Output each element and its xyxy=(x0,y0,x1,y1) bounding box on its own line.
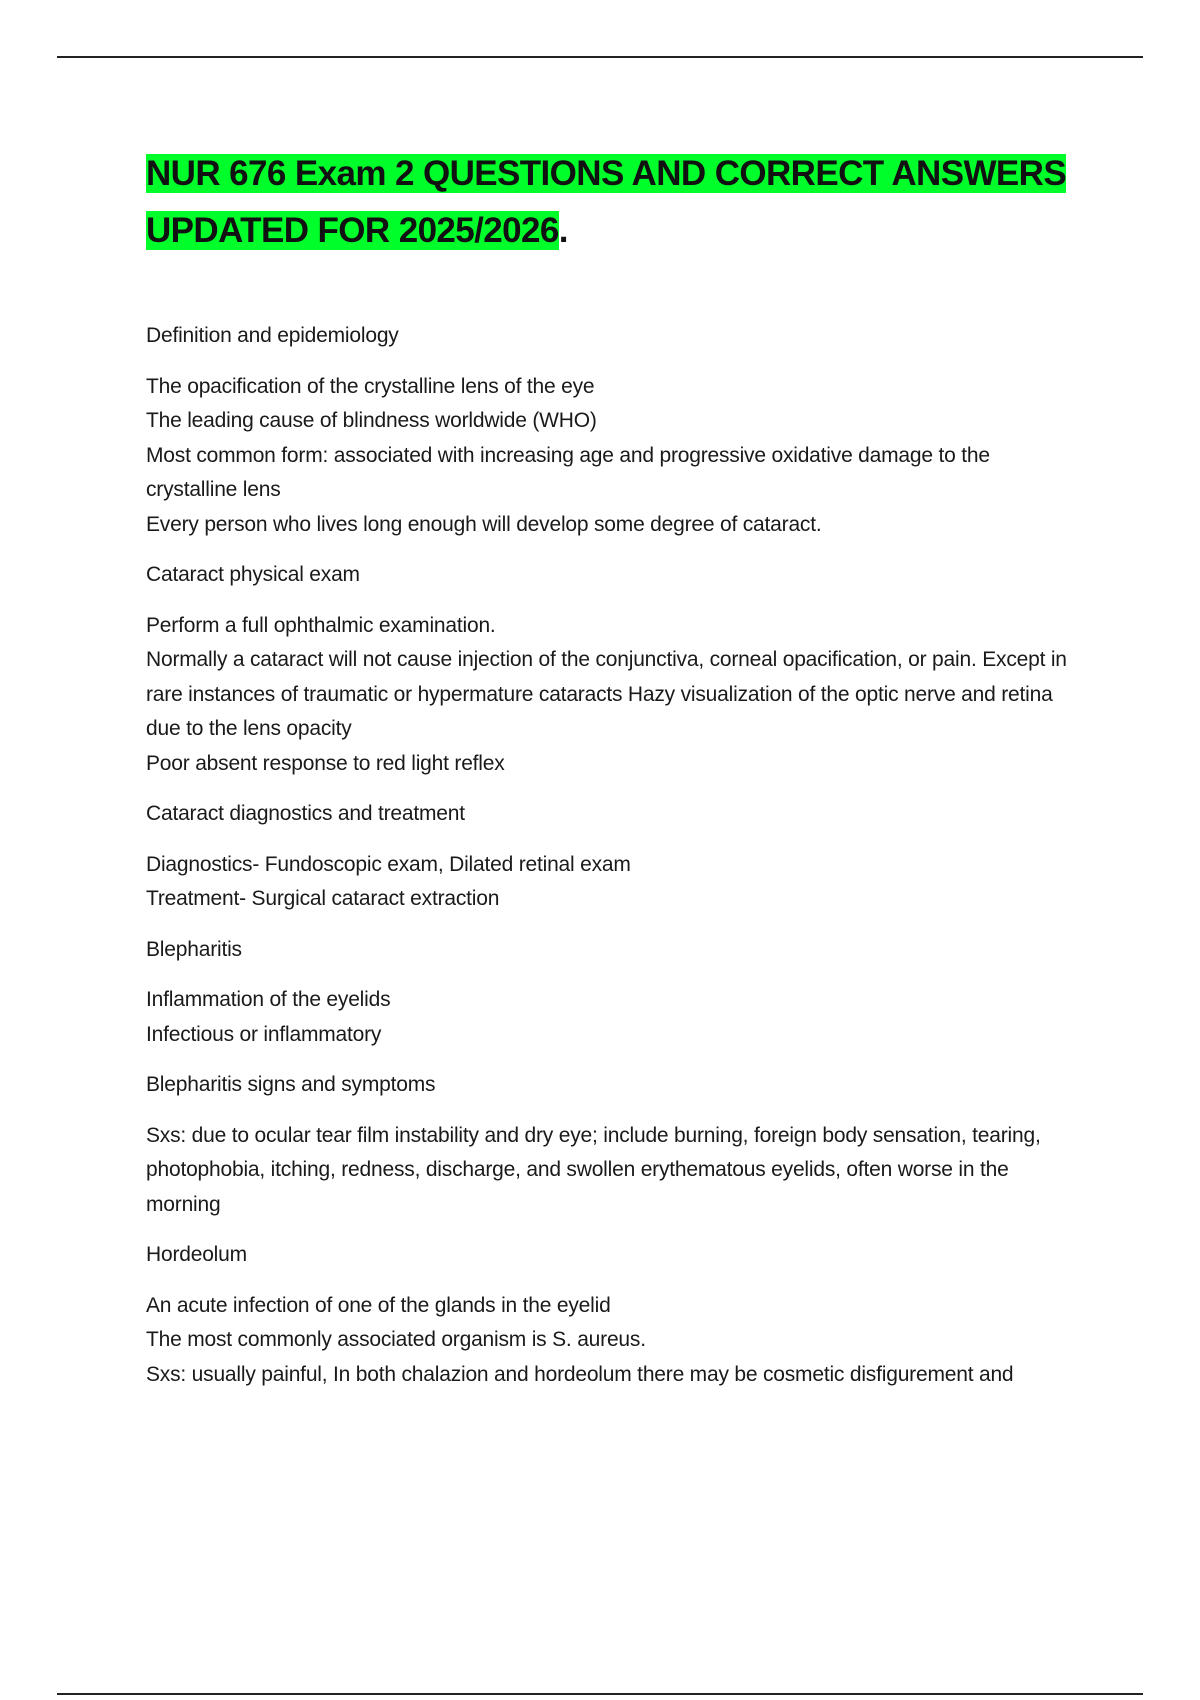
answer-blepharitis xyxy=(146,983,1086,1052)
answer-line: Treatment- Surgical cataract extraction xyxy=(146,887,500,910)
answer-line: Sxs: usually painful, In both chalazion and hordeolum there may be cosmetic disfigurement and xyxy=(146,1362,1014,1386)
answer-line: Most common form: associated with increasing age and progressive oxidative damage to the crystalline lens xyxy=(146,443,990,501)
answer-line: The opacification of the crystalline lens of the eye xyxy=(146,374,595,398)
answer-line: Normally a cataract will not cause injection of the conjunctiva, corneal opacification, or pain. Except in rare instances of traumatic or hypermature cataracts Hazy visualization of the optic nerve and retina due to the lens opacity xyxy=(146,648,1067,740)
answer-line: Infectious or inflammatory xyxy=(146,1022,382,1046)
answer-cataract-diagnostics-treatment xyxy=(146,848,1086,917)
answer-line: Diagnostics- Fundoscopic exam, Dilated retinal exam xyxy=(146,852,631,876)
answer-line: Perform a full ophthalmic examination. xyxy=(146,613,496,637)
answer-line: Sxs: due to ocular tear film instability and dry eye; include burning, foreign body sensation, tearing, photophobia, itching, redness, discharge, and swollen erythematous eyelids, often worse in the morning xyxy=(146,1123,1041,1216)
question-blepharitis-signs-symptoms: Blepharitis signs and symptoms xyxy=(146,1073,436,1096)
answer-line: The leading cause of blindness worldwide (WHO) xyxy=(146,409,597,432)
answer-definition-epidemiology xyxy=(146,370,1086,543)
question-cataract-diagnostics-treatment: Cataract diagnostics and treatment xyxy=(146,802,465,825)
title-highlight: NUR 676 Exam 2 QUESTIONS AND CORRECT ANSWERS UPDATED FOR 2025/2026 xyxy=(146,154,1067,250)
footer-rule xyxy=(57,1693,1143,1695)
answer-line: Inflammation of the eyelids xyxy=(146,988,391,1011)
question-hordeolum: Hordeolum xyxy=(146,1243,247,1266)
answer-line: The most commonly associated organism is S. aureus. xyxy=(146,1328,646,1351)
document-title xyxy=(146,145,1086,259)
title-suffix: . xyxy=(558,211,568,250)
question-definition-epidemiology: Definition and epidemiology xyxy=(146,324,399,347)
document-body xyxy=(146,145,1086,1408)
answer-line: Poor absent response to red light reflex xyxy=(146,751,505,775)
answer-line: An acute infection of one of the glands in the eyelid xyxy=(146,1293,611,1317)
answer-blepharitis-signs-symptoms xyxy=(146,1119,1086,1223)
answer-cataract-physical-exam xyxy=(146,609,1086,782)
question-blepharitis: Blepharitis xyxy=(146,937,242,961)
answer-hordeolum xyxy=(146,1289,1086,1393)
answer-line: Every person who lives long enough will develop some degree of cataract. xyxy=(146,512,822,536)
question-cataract-physical-exam: Cataract physical exam xyxy=(146,563,360,586)
header-rule xyxy=(57,56,1143,58)
